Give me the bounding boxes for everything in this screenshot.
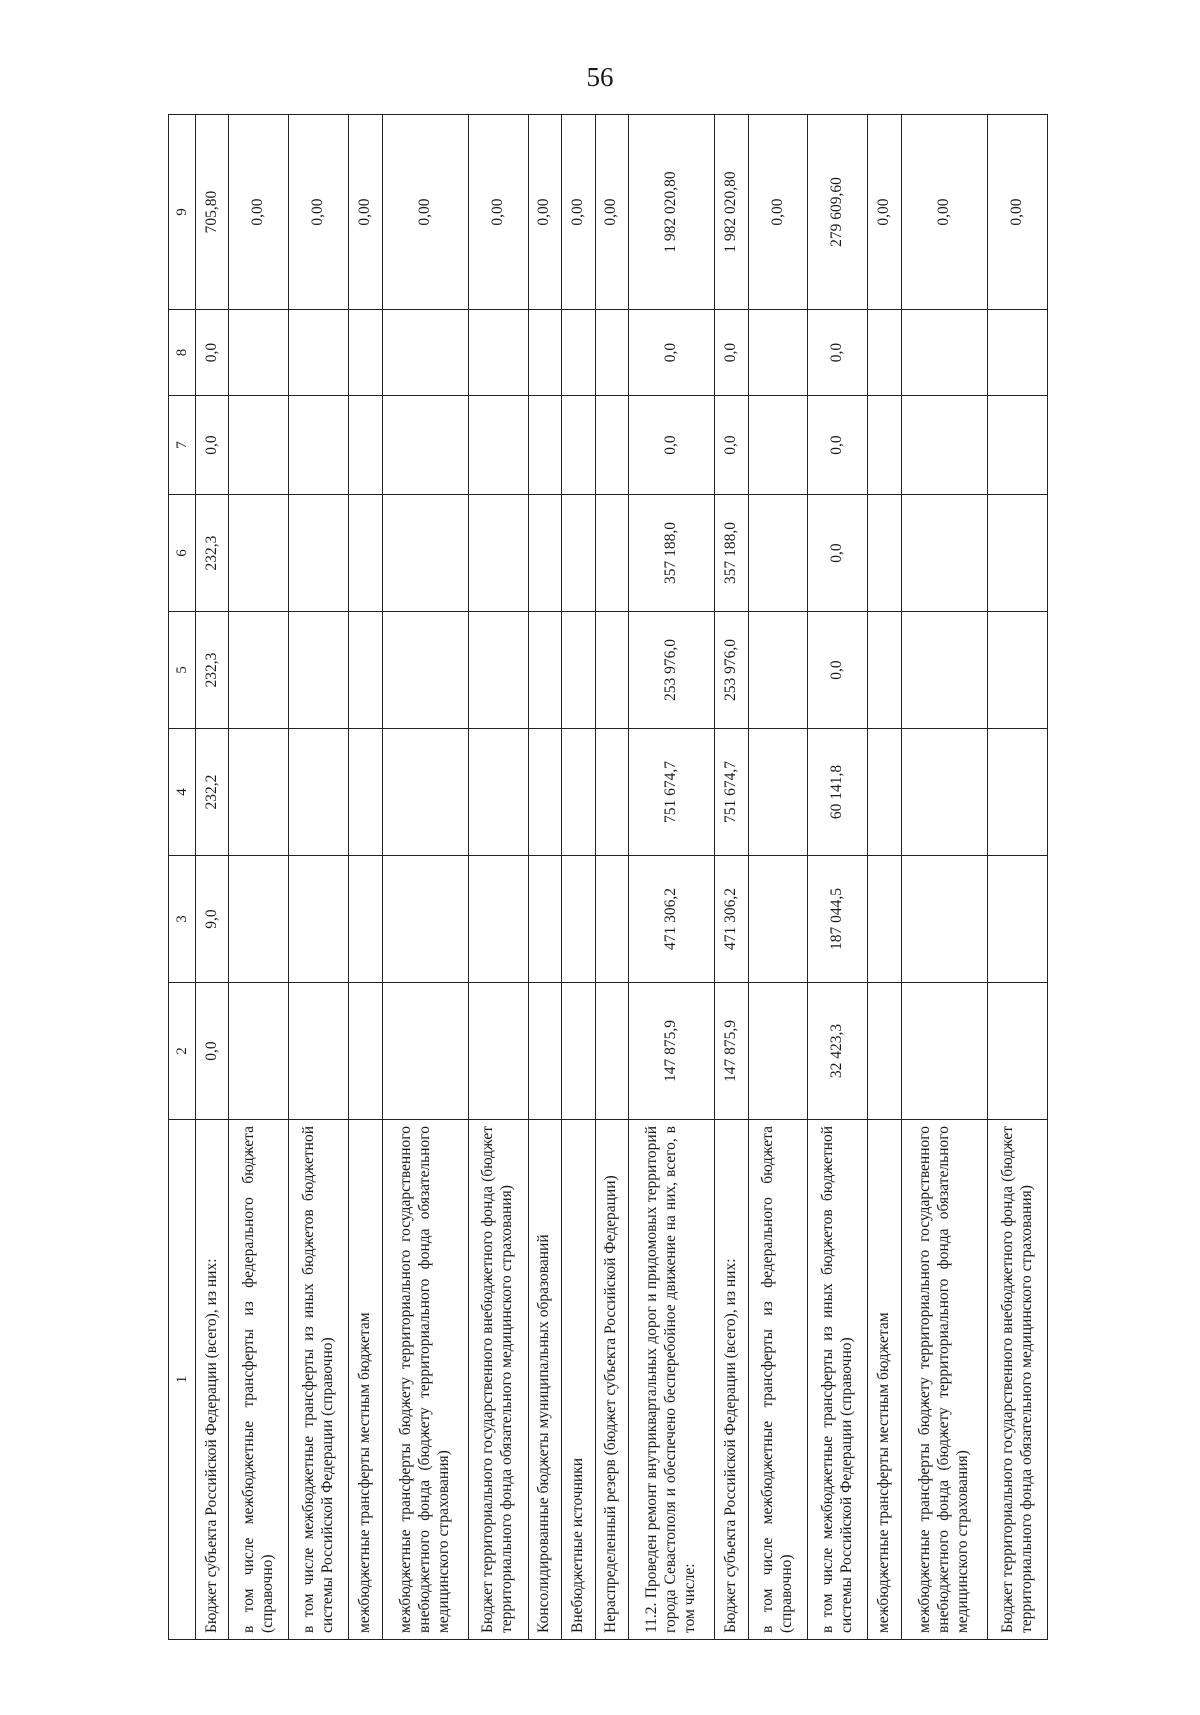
row-value (229, 856, 289, 983)
column-number: 4 (169, 729, 196, 856)
row-value (748, 729, 808, 856)
row-value (901, 495, 987, 612)
row-value: 0,0 (628, 396, 714, 495)
row-value (988, 983, 1048, 1120)
row-value (229, 729, 289, 856)
table-row (628, 115, 714, 1640)
row-value (748, 856, 808, 983)
row-value (468, 729, 528, 856)
row-value (562, 856, 595, 983)
row-value (562, 310, 595, 396)
row-value (468, 983, 528, 1120)
row-value: 1 982 020,80 (628, 115, 714, 310)
row-value: 357 188,0 (715, 495, 748, 612)
table-row (349, 115, 382, 1640)
row-value (988, 495, 1048, 612)
row-value: 232,2 (196, 729, 229, 856)
row-label: межбюджетные трансферты бюджету территориального государственного внебюджетного фонда (бюджету территориального фонда обязательного медицинского страхования) (382, 1120, 468, 1640)
row-value (382, 856, 468, 983)
row-value (562, 729, 595, 856)
row-value: 0,0 (808, 310, 868, 396)
column-number: 9 (169, 115, 196, 310)
row-value (289, 983, 349, 1120)
row-value (595, 856, 628, 983)
row-label: Консолидированные бюджеты муниципальных образований (528, 1120, 561, 1640)
row-value: 357 188,0 (628, 495, 714, 612)
page-number: 56 (586, 62, 614, 92)
row-value: 147 875,9 (715, 983, 748, 1120)
row-value (988, 612, 1048, 729)
row-value (229, 310, 289, 396)
row-value (289, 495, 349, 612)
row-label: межбюджетные трансферты местным бюджетам (868, 1120, 901, 1640)
table-row (808, 115, 868, 1640)
row-label: в том числе межбюджетные трансферты из федерального бюджета (справочно) (229, 1120, 289, 1640)
row-value (901, 983, 987, 1120)
column-number: 5 (169, 612, 196, 729)
row-value: 0,0 (628, 310, 714, 396)
row-value: 253 976,0 (628, 612, 714, 729)
table-row (196, 115, 229, 1640)
table-row (562, 115, 595, 1640)
row-value (349, 983, 382, 1120)
row-value (528, 612, 561, 729)
row-value: 0,00 (289, 115, 349, 310)
row-value (901, 612, 987, 729)
row-value: 471 306,2 (628, 856, 714, 983)
column-number-row (169, 115, 196, 1640)
row-label: в том числе межбюджетные трансферты из иных бюджетов бюджетной системы Российской Федерации (справочно) (808, 1120, 868, 1640)
row-value: 0,00 (562, 115, 595, 310)
table-row (901, 115, 987, 1640)
column-number: 2 (169, 983, 196, 1120)
row-value (349, 612, 382, 729)
row-value (289, 310, 349, 396)
row-value (289, 396, 349, 495)
row-value (562, 396, 595, 495)
row-value (868, 495, 901, 612)
row-value: 471 306,2 (715, 856, 748, 983)
row-value (868, 310, 901, 396)
row-value (382, 612, 468, 729)
row-value (595, 612, 628, 729)
table-row (595, 115, 628, 1640)
row-value (528, 495, 561, 612)
table-row (748, 115, 808, 1640)
row-value: 0,0 (196, 983, 229, 1120)
row-value (468, 396, 528, 495)
row-value (528, 310, 561, 396)
row-label: Бюджет субъекта Российской Федерации (всего), из них: (715, 1120, 748, 1640)
table-row (382, 115, 468, 1640)
row-value (528, 983, 561, 1120)
row-value: 60 141,8 (808, 729, 868, 856)
row-value: 0,00 (595, 115, 628, 310)
row-value (901, 310, 987, 396)
row-value: 751 674,7 (715, 729, 748, 856)
row-value: 0,00 (382, 115, 468, 310)
row-value (349, 396, 382, 495)
row-value (868, 729, 901, 856)
table-row (528, 115, 561, 1640)
row-label: межбюджетные трансферты местным бюджетам (349, 1120, 382, 1640)
table-row (868, 115, 901, 1640)
row-value (868, 396, 901, 495)
row-value (901, 856, 987, 983)
row-value (595, 729, 628, 856)
row-value: 253 976,0 (715, 612, 748, 729)
row-value (868, 983, 901, 1120)
row-value (748, 612, 808, 729)
row-value (562, 612, 595, 729)
table-row (988, 115, 1048, 1640)
row-value: 0,0 (196, 396, 229, 495)
table-row (468, 115, 528, 1640)
row-label: Бюджет субъекта Российской Федерации (всего), из них: (196, 1120, 229, 1640)
row-value (528, 396, 561, 495)
column-number: 1 (169, 1120, 196, 1640)
table-row (715, 115, 748, 1640)
row-value (748, 495, 808, 612)
row-value: 1 982 020,80 (715, 115, 748, 310)
row-value: 32 423,3 (808, 983, 868, 1120)
row-value (382, 729, 468, 856)
row-label: в том числе межбюджетные трансферты из федерального бюджета (справочно) (748, 1120, 808, 1640)
row-value (229, 396, 289, 495)
row-label: 11.2. Проведен ремонт внутриквартальных дорог и придомовых территорий города Севастополя и обеспечено бесперебойное движение на них, всего, в том числе: (628, 1120, 714, 1640)
row-value: 232,3 (196, 612, 229, 729)
row-value (349, 856, 382, 983)
row-value (595, 983, 628, 1120)
row-value (349, 729, 382, 856)
row-value: 0,0 (808, 495, 868, 612)
column-number: 6 (169, 495, 196, 612)
row-value: 147 875,9 (628, 983, 714, 1120)
table-body (169, 115, 1048, 1640)
row-value (901, 396, 987, 495)
row-value: 187 044,5 (808, 856, 868, 983)
row-value (901, 729, 987, 856)
row-value: 0,00 (528, 115, 561, 310)
row-value (528, 729, 561, 856)
row-value: 0,00 (868, 115, 901, 310)
row-value (349, 495, 382, 612)
row-value (562, 983, 595, 1120)
row-label: Бюджет территориального государственного внебюджетного фонда (бюджет территориального фонда обязательного медицинского страхования) (468, 1120, 528, 1640)
row-value (988, 729, 1048, 856)
row-value: 0,0 (715, 310, 748, 396)
budget-table (168, 114, 1048, 1640)
row-value (468, 612, 528, 729)
row-value: 0,0 (196, 310, 229, 396)
column-number: 7 (169, 396, 196, 495)
row-value: 0,0 (808, 396, 868, 495)
row-value (988, 856, 1048, 983)
row-value (468, 856, 528, 983)
row-value (988, 396, 1048, 495)
row-value (595, 495, 628, 612)
row-value (349, 310, 382, 396)
row-value (289, 612, 349, 729)
row-value: 0,00 (988, 115, 1048, 310)
row-value (382, 310, 468, 396)
row-value (595, 396, 628, 495)
row-value: 705,80 (196, 115, 229, 310)
row-value (382, 396, 468, 495)
row-value (382, 495, 468, 612)
row-value (289, 729, 349, 856)
row-value (868, 856, 901, 983)
row-value (289, 856, 349, 983)
row-value (468, 495, 528, 612)
row-value (229, 495, 289, 612)
row-label: Бюджет территориального государственного внебюджетного фонда (бюджет территориального фонда обязательного медицинского страхования) (988, 1120, 1048, 1640)
row-value: 751 674,7 (628, 729, 714, 856)
row-value: 0,0 (715, 396, 748, 495)
row-value (748, 396, 808, 495)
table-row (229, 115, 289, 1640)
row-value: 0,00 (748, 115, 808, 310)
row-value (748, 983, 808, 1120)
rotated-table-container (168, 115, 1048, 1640)
row-value: 0,00 (901, 115, 987, 310)
row-value (468, 310, 528, 396)
row-value (229, 612, 289, 729)
row-value (562, 495, 595, 612)
row-value (382, 983, 468, 1120)
row-value: 0,00 (229, 115, 289, 310)
row-label: межбюджетные трансферты бюджету территориального государственного внебюджетного фонда (бюджету территориального фонда обязательного медицинского страхования) (901, 1120, 987, 1640)
row-label: Внебюджетные источники (562, 1120, 595, 1640)
row-value: 9,0 (196, 856, 229, 983)
row-value: 0,00 (349, 115, 382, 310)
row-value (748, 310, 808, 396)
row-value (528, 856, 561, 983)
column-number: 8 (169, 310, 196, 396)
row-value (868, 612, 901, 729)
row-label: в том числе межбюджетные трансферты из иных бюджетов бюджетной системы Российской Федерации (справочно) (289, 1120, 349, 1640)
row-value (988, 310, 1048, 396)
column-number: 3 (169, 856, 196, 983)
row-label: Нераспределенный резерв (бюджет субъекта Российской Федерации) (595, 1120, 628, 1640)
row-value: 232,3 (196, 495, 229, 612)
table-row (289, 115, 349, 1640)
row-value: 0,0 (808, 612, 868, 729)
row-value (595, 310, 628, 396)
row-value: 279 609,60 (808, 115, 868, 310)
row-value: 0,00 (468, 115, 528, 310)
row-value (229, 983, 289, 1120)
